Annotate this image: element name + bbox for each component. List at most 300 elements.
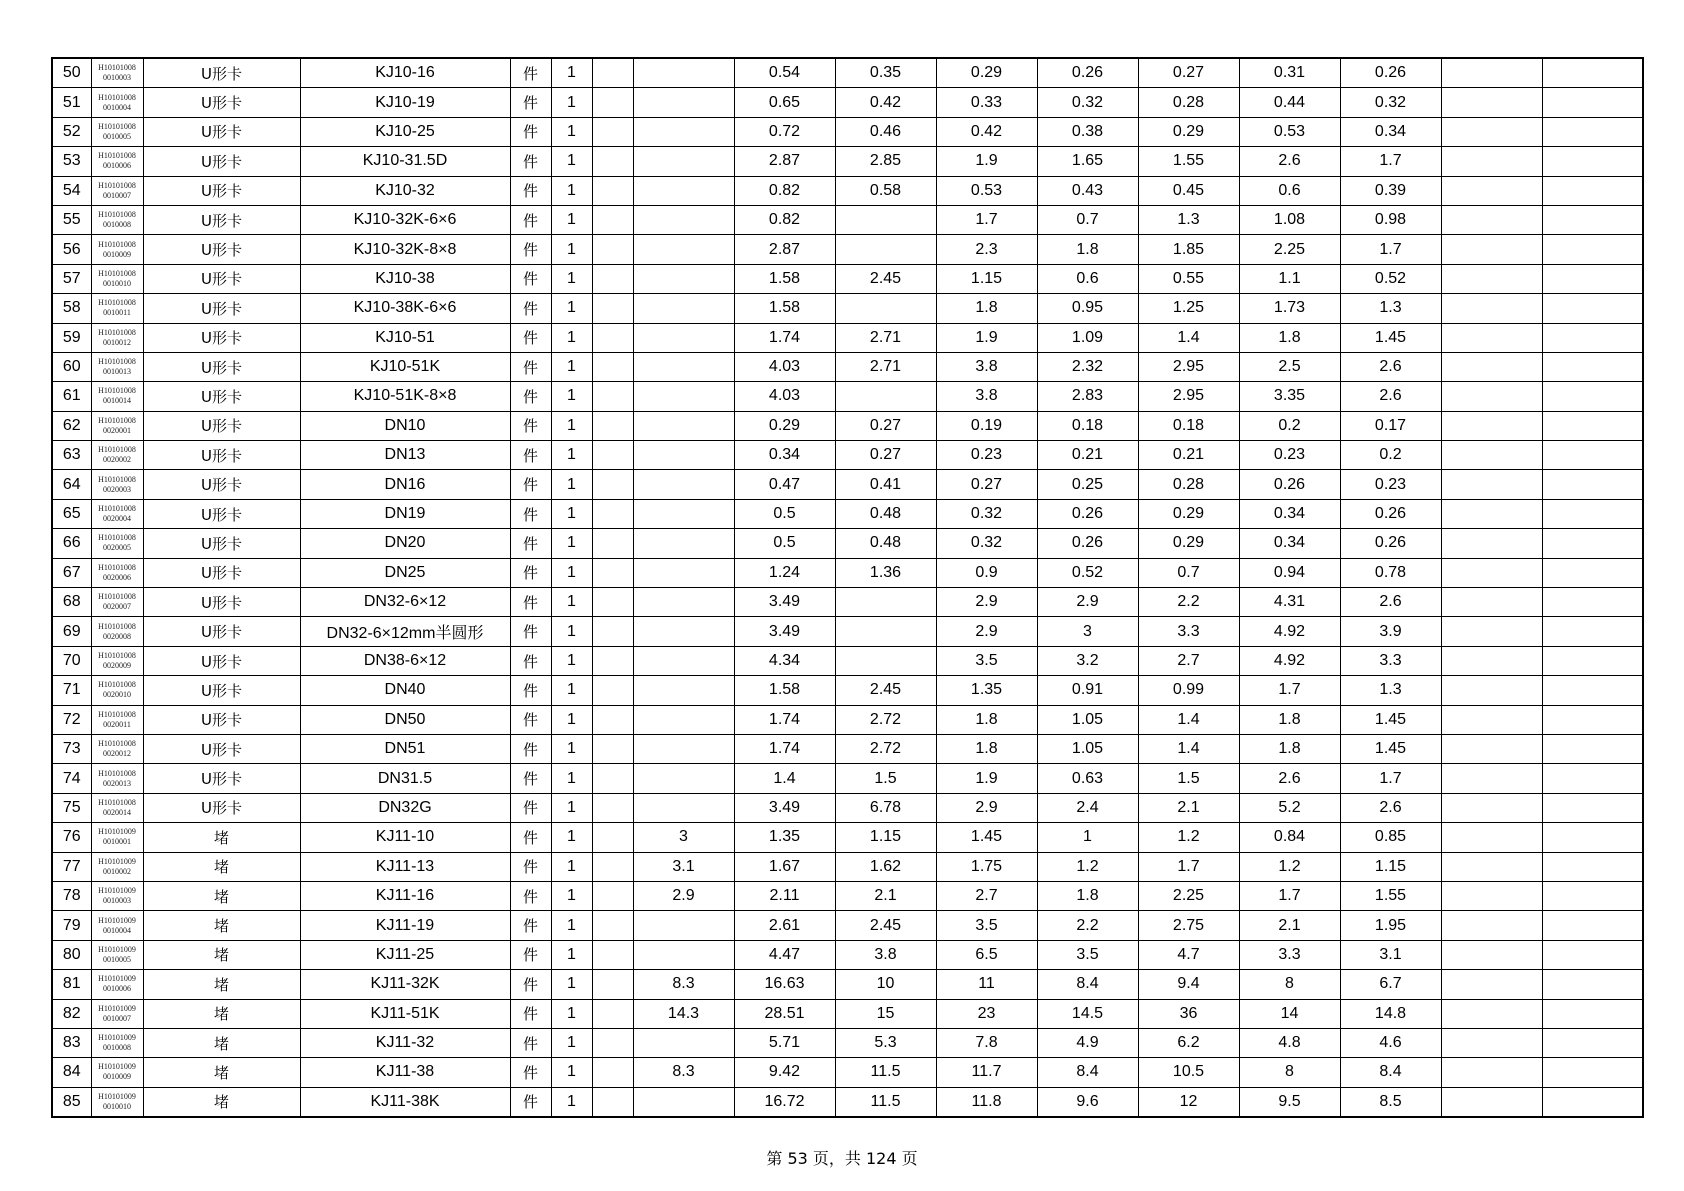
cell-p9 — [1542, 58, 1643, 88]
cell-code-line2: 0010011 — [103, 308, 131, 318]
cell-p6: 0.84 — [1239, 823, 1340, 852]
cell-name: U形卡 — [143, 764, 300, 793]
cell-name: U形卡 — [143, 646, 300, 675]
cell-no: 80 — [52, 940, 91, 969]
cell-spec: KJ10-32 — [300, 176, 510, 205]
cell-no: 74 — [52, 764, 91, 793]
cell-p7: 1.7 — [1340, 147, 1441, 176]
cell-c1 — [592, 176, 633, 205]
cell-p6: 0.23 — [1239, 441, 1340, 470]
cell-code-line1: H10101009 — [98, 1003, 136, 1013]
cell-code-line1: H10101009 — [98, 1091, 136, 1101]
cell-p4: 14.5 — [1037, 999, 1138, 1028]
cell-p1: 0.82 — [734, 205, 835, 234]
cell-unit: 件 — [510, 205, 551, 234]
cell-code-line2: 0010013 — [103, 367, 131, 377]
cell-no: 51 — [52, 88, 91, 117]
cell-no: 58 — [52, 294, 91, 323]
cell-unit: 件 — [510, 88, 551, 117]
cell-code-line2: 0020010 — [103, 690, 131, 700]
cell-no: 50 — [52, 58, 91, 88]
cell-unit: 件 — [510, 294, 551, 323]
cell-p7: 3.1 — [1340, 940, 1441, 969]
cell-no: 65 — [52, 499, 91, 528]
cell-p7: 2.6 — [1340, 352, 1441, 381]
cell-p9 — [1542, 705, 1643, 734]
cell-c1 — [592, 294, 633, 323]
cell-spec: KJ10-25 — [300, 117, 510, 146]
cell-p4: 2.2 — [1037, 911, 1138, 940]
cell-p7: 3.3 — [1340, 646, 1441, 675]
cell-name: U形卡 — [143, 382, 300, 411]
cell-p8 — [1441, 205, 1542, 234]
cell-c2 — [633, 441, 734, 470]
cell-p5: 2.95 — [1138, 352, 1239, 381]
cell-c1 — [592, 881, 633, 910]
cell-p1: 0.82 — [734, 176, 835, 205]
cell-code-line2: 0020008 — [103, 631, 131, 641]
cell-unit: 件 — [510, 499, 551, 528]
cell-p7: 14.8 — [1340, 999, 1441, 1028]
cell-p2: 2.72 — [835, 705, 936, 734]
cell-p3: 2.9 — [936, 617, 1037, 646]
cell-p8 — [1441, 264, 1542, 293]
table-body — [52, 58, 1643, 1117]
cell-c2 — [633, 617, 734, 646]
cell-p3: 0.19 — [936, 411, 1037, 440]
cell-p9 — [1542, 470, 1643, 499]
cell-p5: 1.55 — [1138, 147, 1239, 176]
cell-qty: 1 — [551, 1058, 592, 1087]
cell-code — [91, 1087, 143, 1117]
table-row — [52, 588, 1643, 617]
cell-spec: KJ11-32 — [300, 1028, 510, 1057]
cell-p3: 0.9 — [936, 558, 1037, 587]
cell-p5: 1.3 — [1138, 205, 1239, 234]
cell-name: U形卡 — [143, 205, 300, 234]
cell-unit: 件 — [510, 970, 551, 999]
cell-c2: 8.3 — [633, 1058, 734, 1087]
cell-code-line1: H10101009 — [98, 827, 136, 837]
cell-unit: 件 — [510, 999, 551, 1028]
cell-qty: 1 — [551, 117, 592, 146]
table-row — [52, 764, 1643, 793]
cell-code-line1: H10101008 — [98, 151, 136, 161]
cell-p8 — [1441, 705, 1542, 734]
cell-p8 — [1441, 411, 1542, 440]
cell-qty: 1 — [551, 911, 592, 940]
cell-p9 — [1542, 1087, 1643, 1117]
cell-p5: 0.18 — [1138, 411, 1239, 440]
table-row — [52, 676, 1643, 705]
cell-code — [91, 499, 143, 528]
cell-name: U形卡 — [143, 705, 300, 734]
cell-name: U形卡 — [143, 793, 300, 822]
cell-p1: 16.72 — [734, 1087, 835, 1117]
cell-p9 — [1542, 558, 1643, 587]
table-row — [52, 881, 1643, 910]
cell-spec: KJ10-32K-8×8 — [300, 235, 510, 264]
cell-p6: 3.35 — [1239, 382, 1340, 411]
cell-code — [91, 1028, 143, 1057]
cell-spec: KJ10-32K-6×6 — [300, 205, 510, 234]
cell-p5: 1.5 — [1138, 764, 1239, 793]
cell-code-line1: H10101008 — [98, 445, 136, 455]
cell-unit: 件 — [510, 470, 551, 499]
cell-name: U形卡 — [143, 294, 300, 323]
cell-p5: 1.25 — [1138, 294, 1239, 323]
cell-p8 — [1441, 323, 1542, 352]
cell-p2: 3.8 — [835, 940, 936, 969]
cell-code-line2: 0020011 — [103, 719, 131, 729]
cell-no: 60 — [52, 352, 91, 381]
cell-spec: DN16 — [300, 470, 510, 499]
cell-p5: 1.4 — [1138, 734, 1239, 763]
cell-p2: 0.58 — [835, 176, 936, 205]
cell-p3: 1.8 — [936, 734, 1037, 763]
cell-p6: 1.73 — [1239, 294, 1340, 323]
cell-spec: DN20 — [300, 529, 510, 558]
cell-p7: 3.9 — [1340, 617, 1441, 646]
table-row — [52, 235, 1643, 264]
cell-qty: 1 — [551, 352, 592, 381]
cell-code — [91, 58, 143, 88]
cell-p9 — [1542, 117, 1643, 146]
cell-code-line1: H10101009 — [98, 856, 136, 866]
cell-p4: 0.43 — [1037, 176, 1138, 205]
cell-c1 — [592, 970, 633, 999]
cell-c1 — [592, 529, 633, 558]
cell-p9 — [1542, 999, 1643, 1028]
cell-p6: 1.8 — [1239, 705, 1340, 734]
cell-code-line2: 0010006 — [103, 984, 131, 994]
cell-p1: 16.63 — [734, 970, 835, 999]
cell-p4: 1 — [1037, 823, 1138, 852]
cell-p8 — [1441, 881, 1542, 910]
cell-name: U形卡 — [143, 529, 300, 558]
cell-p3: 1.45 — [936, 823, 1037, 852]
cell-p9 — [1542, 147, 1643, 176]
cell-code-line1: H10101008 — [98, 415, 136, 425]
cell-p5: 10.5 — [1138, 1058, 1239, 1087]
cell-p9 — [1542, 793, 1643, 822]
cell-p5: 2.2 — [1138, 588, 1239, 617]
cell-p3: 2.9 — [936, 793, 1037, 822]
cell-p3: 0.32 — [936, 529, 1037, 558]
cell-p4: 9.6 — [1037, 1087, 1138, 1117]
cell-qty: 1 — [551, 793, 592, 822]
cell-no: 82 — [52, 999, 91, 1028]
cell-p5: 2.7 — [1138, 646, 1239, 675]
cell-qty: 1 — [551, 176, 592, 205]
cell-p3: 23 — [936, 999, 1037, 1028]
cell-qty: 1 — [551, 617, 592, 646]
cell-spec: DN19 — [300, 499, 510, 528]
cell-name: 堵 — [143, 970, 300, 999]
cell-c1 — [592, 1028, 633, 1057]
cell-no: 63 — [52, 441, 91, 470]
cell-p2: 6.78 — [835, 793, 936, 822]
cell-p9 — [1542, 734, 1643, 763]
table-row — [52, 382, 1643, 411]
cell-p2: 1.5 — [835, 764, 936, 793]
cell-p7: 1.45 — [1340, 734, 1441, 763]
cell-code-line2: 0010005 — [103, 131, 131, 141]
cell-name: U形卡 — [143, 323, 300, 352]
cell-name: U形卡 — [143, 176, 300, 205]
cell-p6: 0.53 — [1239, 117, 1340, 146]
cell-p1: 2.87 — [734, 235, 835, 264]
cell-p7: 0.26 — [1340, 499, 1441, 528]
cell-no: 83 — [52, 1028, 91, 1057]
cell-p9 — [1542, 881, 1643, 910]
cell-p1: 0.29 — [734, 411, 835, 440]
cell-p2: 5.3 — [835, 1028, 936, 1057]
table-row — [52, 617, 1643, 646]
cell-code-line1: H10101008 — [98, 680, 136, 690]
cell-p6: 0.2 — [1239, 411, 1340, 440]
cell-qty: 1 — [551, 382, 592, 411]
cell-p8 — [1441, 558, 1542, 587]
cell-no: 76 — [52, 823, 91, 852]
cell-p2: 10 — [835, 970, 936, 999]
cell-p2 — [835, 646, 936, 675]
cell-c1 — [592, 470, 633, 499]
cell-code-line1: H10101008 — [98, 92, 136, 102]
cell-p4: 2.9 — [1037, 588, 1138, 617]
cell-p5: 12 — [1138, 1087, 1239, 1117]
cell-code — [91, 940, 143, 969]
cell-c1 — [592, 999, 633, 1028]
cell-no: 69 — [52, 617, 91, 646]
cell-p6: 4.8 — [1239, 1028, 1340, 1057]
cell-p7: 1.95 — [1340, 911, 1441, 940]
cell-code-line1: H10101008 — [98, 592, 136, 602]
cell-p4: 0.6 — [1037, 264, 1138, 293]
cell-qty: 1 — [551, 441, 592, 470]
cell-p7: 4.6 — [1340, 1028, 1441, 1057]
cell-p4: 0.25 — [1037, 470, 1138, 499]
cell-p3: 0.23 — [936, 441, 1037, 470]
cell-c1 — [592, 264, 633, 293]
cell-p2: 0.46 — [835, 117, 936, 146]
cell-p3: 3.8 — [936, 352, 1037, 381]
cell-p4: 1.2 — [1037, 852, 1138, 881]
cell-c2 — [633, 235, 734, 264]
cell-p8 — [1441, 793, 1542, 822]
cell-p1: 2.61 — [734, 911, 835, 940]
cell-p8 — [1441, 999, 1542, 1028]
cell-code-line2: 0010007 — [103, 1013, 131, 1023]
cell-c2 — [633, 734, 734, 763]
cell-p4: 0.7 — [1037, 205, 1138, 234]
cell-p7: 8.4 — [1340, 1058, 1441, 1087]
cell-p9 — [1542, 264, 1643, 293]
cell-c2 — [633, 499, 734, 528]
cell-qty: 1 — [551, 147, 592, 176]
cell-code — [91, 470, 143, 499]
cell-p8 — [1441, 734, 1542, 763]
cell-p7: 0.85 — [1340, 823, 1441, 852]
cell-no: 67 — [52, 558, 91, 587]
cell-p2: 0.48 — [835, 499, 936, 528]
cell-code-line1: H10101008 — [98, 739, 136, 749]
cell-p1: 1.35 — [734, 823, 835, 852]
cell-no: 54 — [52, 176, 91, 205]
cell-spec: KJ10-51K — [300, 352, 510, 381]
cell-p3: 0.42 — [936, 117, 1037, 146]
cell-name: 堵 — [143, 1087, 300, 1117]
cell-p1: 28.51 — [734, 999, 835, 1028]
cell-p1: 4.03 — [734, 382, 835, 411]
cell-no: 78 — [52, 881, 91, 910]
cell-qty: 1 — [551, 999, 592, 1028]
cell-name: U形卡 — [143, 470, 300, 499]
cell-p9 — [1542, 323, 1643, 352]
cell-p7: 0.26 — [1340, 529, 1441, 558]
cell-code — [91, 646, 143, 675]
cell-p2: 2.45 — [835, 911, 936, 940]
cell-p7: 0.78 — [1340, 558, 1441, 587]
cell-c2 — [633, 176, 734, 205]
cell-c2 — [633, 352, 734, 381]
cell-p4: 3.5 — [1037, 940, 1138, 969]
cell-p9 — [1542, 352, 1643, 381]
cell-name: U形卡 — [143, 411, 300, 440]
cell-code-line1: H10101009 — [98, 1033, 136, 1043]
cell-p9 — [1542, 940, 1643, 969]
table-row — [52, 558, 1643, 587]
cell-p3: 1.15 — [936, 264, 1037, 293]
cell-p2 — [835, 588, 936, 617]
cell-spec: KJ11-13 — [300, 852, 510, 881]
cell-p9 — [1542, 441, 1643, 470]
cell-code-line2: 0020004 — [103, 514, 131, 524]
cell-p6: 2.6 — [1239, 147, 1340, 176]
cell-code-line2: 0010001 — [103, 837, 131, 847]
cell-spec: DN31.5 — [300, 764, 510, 793]
cell-p3: 1.8 — [936, 705, 1037, 734]
cell-p8 — [1441, 1087, 1542, 1117]
cell-spec: KJ11-32K — [300, 970, 510, 999]
cell-p1: 0.72 — [734, 117, 835, 146]
cell-code-line1: H10101008 — [98, 268, 136, 278]
cell-code-line1: H10101008 — [98, 121, 136, 131]
cell-spec: DN32G — [300, 793, 510, 822]
cell-unit: 件 — [510, 441, 551, 470]
cell-p9 — [1542, 646, 1643, 675]
cell-c2 — [633, 588, 734, 617]
cell-code-line2: 0020006 — [103, 572, 131, 582]
cell-p5: 0.99 — [1138, 676, 1239, 705]
cell-p9 — [1542, 617, 1643, 646]
cell-qty: 1 — [551, 294, 592, 323]
cell-spec: DN40 — [300, 676, 510, 705]
cell-p1: 1.74 — [734, 323, 835, 352]
cell-p6: 1.1 — [1239, 264, 1340, 293]
cell-p2: 15 — [835, 999, 936, 1028]
cell-code-line2: 0010014 — [103, 396, 131, 406]
cell-p1: 1.4 — [734, 764, 835, 793]
cell-p2 — [835, 294, 936, 323]
table-row — [52, 411, 1643, 440]
cell-code-line1: H10101009 — [98, 1062, 136, 1072]
cell-no: 59 — [52, 323, 91, 352]
cell-p6: 9.5 — [1239, 1087, 1340, 1117]
cell-p8 — [1441, 441, 1542, 470]
cell-p4: 0.91 — [1037, 676, 1138, 705]
cell-p7: 1.3 — [1340, 676, 1441, 705]
cell-unit: 件 — [510, 881, 551, 910]
cell-p7: 0.52 — [1340, 264, 1441, 293]
cell-p9 — [1542, 176, 1643, 205]
cell-p7: 1.15 — [1340, 852, 1441, 881]
cell-p4: 8.4 — [1037, 1058, 1138, 1087]
cell-qty: 1 — [551, 529, 592, 558]
cell-c1 — [592, 823, 633, 852]
cell-code-line2: 0010005 — [103, 954, 131, 964]
cell-p4: 3.2 — [1037, 646, 1138, 675]
cell-c1 — [592, 1087, 633, 1117]
cell-c2 — [633, 294, 734, 323]
cell-spec: DN51 — [300, 734, 510, 763]
cell-p2: 2.1 — [835, 881, 936, 910]
cell-name: U形卡 — [143, 676, 300, 705]
cell-c1 — [592, 617, 633, 646]
cell-spec: KJ10-51 — [300, 323, 510, 352]
cell-p2: 1.62 — [835, 852, 936, 881]
cell-code-line2: 0020002 — [103, 455, 131, 465]
cell-p9 — [1542, 235, 1643, 264]
cell-qty: 1 — [551, 58, 592, 88]
cell-p8 — [1441, 676, 1542, 705]
cell-p2: 2.45 — [835, 676, 936, 705]
cell-name: U形卡 — [143, 264, 300, 293]
cell-code — [91, 970, 143, 999]
cell-spec: DN25 — [300, 558, 510, 587]
cell-code-line2: 0010007 — [103, 190, 131, 200]
cell-unit: 件 — [510, 1028, 551, 1057]
cell-p7: 0.17 — [1340, 411, 1441, 440]
cell-qty: 1 — [551, 646, 592, 675]
cell-p4: 8.4 — [1037, 970, 1138, 999]
cell-name: U形卡 — [143, 734, 300, 763]
cell-c1 — [592, 1058, 633, 1087]
cell-qty: 1 — [551, 1028, 592, 1057]
cell-p5: 0.29 — [1138, 529, 1239, 558]
cell-p8 — [1441, 852, 1542, 881]
cell-p7: 1.3 — [1340, 294, 1441, 323]
cell-p4: 1.05 — [1037, 734, 1138, 763]
cell-p6: 3.3 — [1239, 940, 1340, 969]
cell-p5: 0.55 — [1138, 264, 1239, 293]
cell-p3: 1.35 — [936, 676, 1037, 705]
cell-p8 — [1441, 58, 1542, 88]
cell-c1 — [592, 705, 633, 734]
cell-p4: 1.05 — [1037, 705, 1138, 734]
cell-p3: 1.8 — [936, 294, 1037, 323]
cell-no: 85 — [52, 1087, 91, 1117]
cell-p3: 0.53 — [936, 176, 1037, 205]
cell-c1 — [592, 646, 633, 675]
cell-p4: 1.09 — [1037, 323, 1138, 352]
cell-c2 — [633, 382, 734, 411]
cell-name: U形卡 — [143, 88, 300, 117]
cell-code-line1: H10101008 — [98, 239, 136, 249]
cell-c1 — [592, 793, 633, 822]
cell-code — [91, 617, 143, 646]
cell-spec: DN32-6×12 — [300, 588, 510, 617]
